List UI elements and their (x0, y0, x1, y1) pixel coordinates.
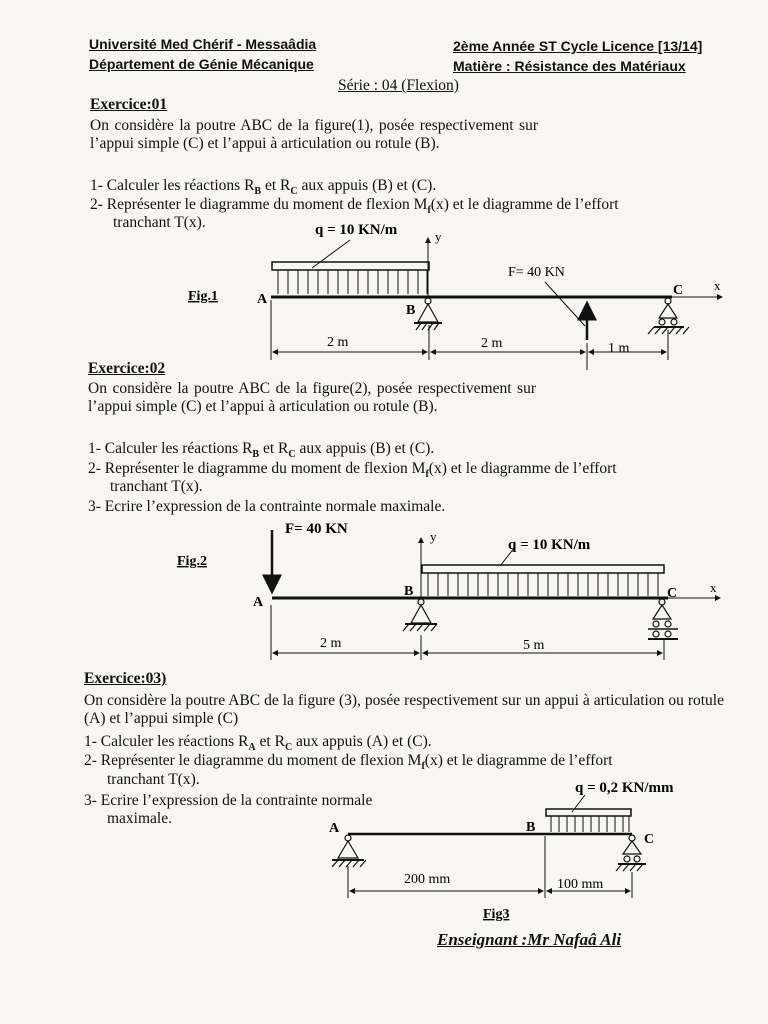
point-a-2: A (253, 595, 264, 610)
roller-support-c-3 (616, 835, 646, 871)
exercise-2-question-1: 1- Calculer les réactions $R_B$ et $R_C$ aux appuis (B) et (C). (88, 440, 435, 461)
fig-2-label: Fig.2 (177, 554, 207, 569)
exercise-2-statement: On considère la poutre ABC de la figure(2), posée respectivement sur l’appui simple (C) et l’appui à articulation ou rotule (B). (88, 380, 536, 415)
load-label-2: q = 10 KN/m (508, 537, 591, 553)
force-label-2: F= 40 KN (285, 521, 348, 537)
university-name: Université Med Chérif - Messaâdia (89, 36, 317, 52)
department-name: Département de Génie Mécanique (89, 56, 314, 72)
exercise-1-title: Exercice:01 (90, 96, 168, 113)
teacher-signature: Enseignant :Mr Nafaâ Ali (437, 930, 622, 949)
dim-1-2: 2 m (481, 336, 503, 351)
y-label-2: y (430, 529, 437, 544)
x-label-2: x (710, 580, 717, 595)
exercise-2-question-3: 3- Ecrire l’expression de la contrainte normale maximale. (88, 498, 446, 515)
roller-support-c-2 (648, 599, 678, 639)
exercise-3-title: Exercice:03) (84, 670, 167, 687)
exercise-3-statement: On considère la poutre ABC de la figure (3), posée respectivement sur un appui à articulation ou rotule (A) et l’appui simple (C) (84, 692, 724, 727)
y-label-1: y (435, 229, 442, 244)
fig-3-label: Fig3 (483, 907, 510, 922)
point-c-2: C (667, 586, 678, 601)
point-a-1: A (257, 292, 268, 307)
dim-2-2: 5 m (523, 638, 545, 653)
distributed-load-1 (278, 270, 427, 294)
dim-1-1: 2 m (327, 335, 349, 350)
load-label-3: q = 0,2 KN/mm (575, 780, 674, 796)
x-label-1: x (714, 278, 721, 293)
series-title: Série : 04 (Flexion) (338, 77, 459, 94)
exercise-2-title: Exercice:02 (88, 360, 166, 377)
fig-1-label: Fig.1 (188, 289, 218, 304)
dim-3-1: 200 mm (404, 872, 451, 887)
exercise-3-question-2: 2- Représenter le diagramme du moment de flexion $M_f(x)$ et le diagramme de l’effort (84, 752, 613, 773)
dim-1-3: 1 m (608, 341, 630, 356)
point-b-3: B (526, 820, 536, 835)
exercise-2-question-2-cont: tranchant T(x). (110, 478, 203, 495)
academic-year: 2ème Année ST Cycle Licence [13/14] (453, 38, 703, 54)
pin-support-b-1 (414, 298, 442, 330)
subject: Matière : Résistance des Matériaux (453, 58, 686, 74)
point-c-3: C (644, 832, 655, 847)
exercise-1-question-2-cont: tranchant T(x). (113, 214, 206, 231)
exercise-3-question-3: 3- Ecrire l’expression de la contrainte normale (84, 792, 373, 809)
exercise-1-question-1: 1- Calculer les réactions $R_B$ et $R_C$ aux appuis (B) et (C). (90, 177, 437, 198)
point-c-1: C (673, 283, 684, 298)
exercise-1-question-2: 2- Représenter le diagramme du moment de flexion $M_f(x)$ et le diagramme de l’effort (90, 196, 619, 217)
exercise-2-question-2: 2- Représenter le diagramme du moment de flexion $M_f(x)$ et le diagramme de l’effort (88, 460, 617, 481)
distributed-load-3 (551, 816, 629, 832)
exercise-1-statement: On considère la poutre ABC de la figure(1), posée respectivement sur l’appui simple (C) et l’appui à articulation ou rotule (B). (90, 117, 538, 152)
exercise-3-question-3-cont: maximale. (107, 810, 172, 827)
exercise-3-question-2-cont: tranchant T(x). (107, 771, 200, 788)
load-label-1: q = 10 KN/m (315, 222, 398, 238)
roller-support-c-1 (648, 298, 689, 334)
point-b-1: B (406, 303, 416, 318)
distributed-load-2 (428, 573, 658, 596)
point-a-3: A (329, 821, 340, 836)
dim-3-2: 100 mm (557, 877, 604, 892)
force-label-1: F= 40 KN (508, 265, 565, 280)
dim-2-1: 2 m (320, 636, 342, 651)
exercise-3-question-1: 1- Calculer les réactions $R_A$ et $R_C$ aux appuis (A) et (C). (84, 733, 432, 754)
pin-support-b-2 (403, 599, 437, 631)
pin-support-a-3 (332, 835, 366, 867)
point-b-2: B (404, 584, 414, 599)
